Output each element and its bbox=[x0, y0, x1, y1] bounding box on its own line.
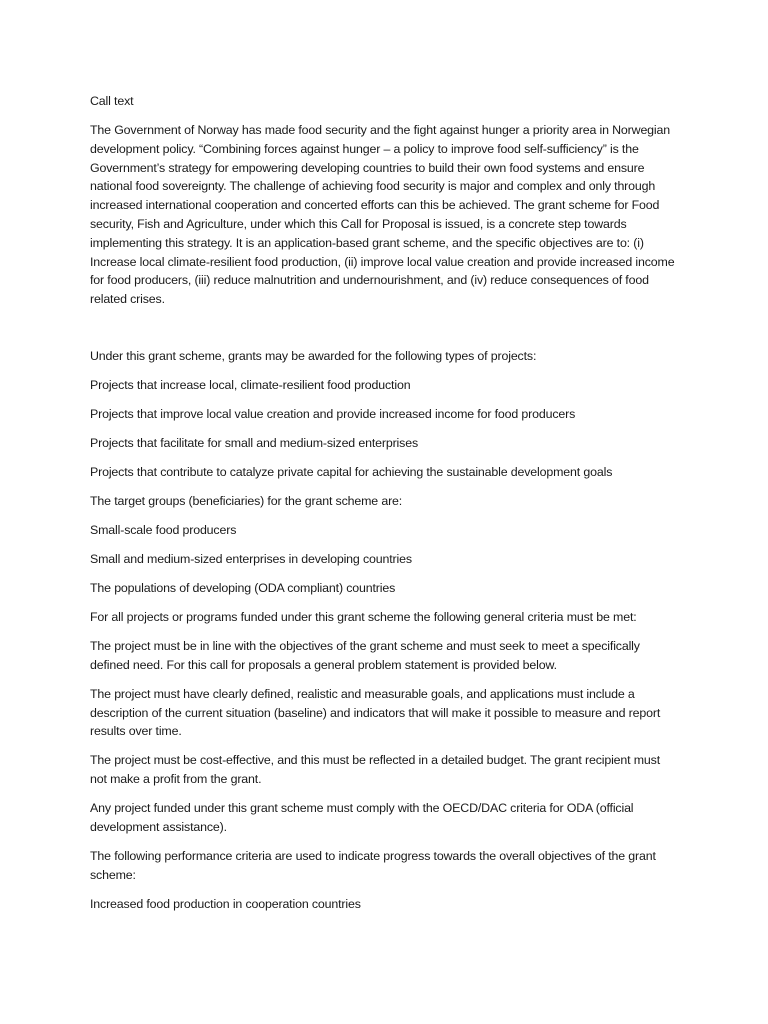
performance-intro: The following performance criteria are used to indicate progress towards the overall objectives of the grant scheme: bbox=[90, 848, 656, 882]
intro-paragraph: The Government of Norway has made food security and the fight against hunger a priority area in Norwegian development policy. “Combining forces against hunger – a policy to improve food self-sufficiency” is the Government’s strategy for empowering developing countries to build their own food systems and ensure national food sovereignty. The challenge of achieving food security is major and complex and only through increased international cooperation and concerted efforts can this be achieved. The grant scheme for Food security, Fish and Agriculture, under which this Call for Proposal is issued, is a concrete step towards implementing this strategy. It is an application-based grant scheme, and the specific objectives are to: (i) Increase local climate-resilient food production, (ii) improve local value creation and provide increased income for food producers, (iii) reduce malnutrition and undernourishment, and (iv) reduce consequences of food related crises. bbox=[90, 122, 675, 307]
project-type-item: Projects that increase local, climate-resilient food production bbox=[90, 378, 411, 393]
criteria-item: The project must be cost-effective, and this must be reflected in a detailed budget. The grant recipient must not make a profit from the grant. bbox=[90, 753, 661, 787]
criteria-intro: For all projects or programs funded under this grant scheme the following general criteria must be met: bbox=[90, 610, 637, 624]
criteria-item: Any project funded under this grant scheme must comply with the OECD/DAC criteria for ODA (official development assistance). bbox=[90, 801, 634, 834]
target-groups-intro: The target groups (beneficiaries) for the grant scheme are: bbox=[90, 494, 403, 509]
target-group-item: Small and medium-sized enterprises in developing countries bbox=[90, 552, 412, 567]
heading: Call text bbox=[90, 94, 134, 108]
project-type-item: Projects that contribute to catalyze private capital for achieving the sustainable development goals bbox=[90, 465, 613, 480]
project-types-intro: Under this grant scheme, grants may be awarded for the following types of projects: bbox=[90, 349, 537, 364]
project-type-item: Projects that facilitate for small and medium-sized enterprises bbox=[90, 436, 418, 451]
performance-item: Increased food production in cooperation countries bbox=[90, 896, 361, 911]
criteria-item: The project must have clearly defined, realistic and measurable goals, and applications must include a description of the current situation (baseline) and indicators that will make it possible to measure and report results over time. bbox=[90, 686, 661, 739]
target-group-item: The populations of developing (ODA compliant) countries bbox=[90, 581, 396, 596]
project-type-item: Projects that improve local value creation and provide increased income for food producers bbox=[90, 407, 576, 422]
criteria-item: The project must be in line with the objectives of the grant scheme and must seek to meet a specifically defined need. For this call for proposals a general problem statement is provided below. bbox=[90, 638, 640, 672]
document-page bbox=[90, 92, 680, 924]
target-group-item: Small-scale food producers bbox=[90, 523, 237, 538]
section-spacer bbox=[90, 319, 680, 347]
